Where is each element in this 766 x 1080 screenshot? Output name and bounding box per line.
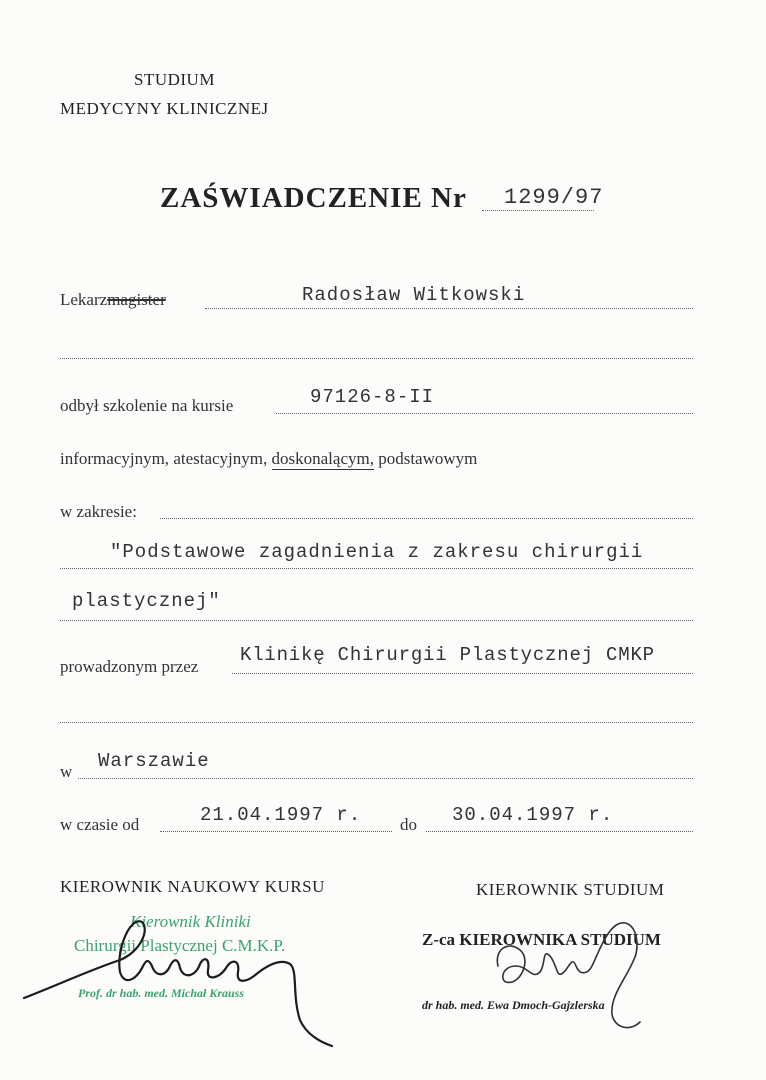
date-to-dots <box>426 831 693 832</box>
date-from: 21.04.1997 r. <box>200 804 362 826</box>
certificate-title: ZAŚWIADCZENIE Nr <box>160 182 467 214</box>
place-dots <box>78 778 693 779</box>
right-stamp-line-1: Z-ca KIEROWNIKA STUDIUM <box>422 930 661 949</box>
left-stamp-line-3: Prof. dr hab. med. Michał Krauss <box>78 986 245 1000</box>
scope-dots-3 <box>60 620 693 621</box>
scope-line-1: "Podstawowe zagadnienia z zakresu chirurgii <box>110 541 644 563</box>
place: Warszawie <box>98 750 210 772</box>
institution-line-1: STUDIUM <box>134 70 215 89</box>
certificate-number: 1299/97 <box>504 185 604 210</box>
title-number-dots <box>482 210 594 211</box>
conducted-dots <box>232 673 693 674</box>
doctor-label <box>60 290 166 310</box>
scope-dots-1 <box>160 518 693 519</box>
scope-line-2: plastycznej" <box>72 590 221 612</box>
date-to: 30.04.1997 r. <box>452 804 614 826</box>
course-number: 97126-8-II <box>310 386 435 408</box>
course-label: odbył szkolenie na kursie <box>60 396 234 415</box>
right-stamp-line-2: dr hab. med. Ewa Dmoch-Gajzlerska <box>422 998 605 1012</box>
course-type-atestacyjny: atestacyjnym, <box>173 449 268 468</box>
institution-line-2: MEDYCYNY KLINICZNEJ <box>60 99 269 118</box>
blank-line-2 <box>60 722 693 723</box>
period-label: w czasie od <box>60 815 140 834</box>
course-types <box>60 449 477 469</box>
right-signature-heading: KIEROWNIK STUDIUM <box>476 880 665 899</box>
course-type-podstawowy: podstawowym <box>378 449 478 468</box>
conducted-by: Klinikę Chirurgii Plastycznej CMKP <box>240 644 655 666</box>
blank-line-1 <box>60 358 693 359</box>
scope-label: w zakresie: <box>60 502 137 521</box>
left-stamp-line-1: Kierownik Kliniki <box>130 912 251 931</box>
left-handwritten-signature <box>20 900 350 1050</box>
place-label: w <box>60 762 73 781</box>
to-label: do <box>400 815 417 834</box>
doctor-label-magister: magister <box>107 290 166 309</box>
scope-dots-2 <box>60 568 693 569</box>
date-from-dots <box>160 831 392 832</box>
conducted-label: prowadzonym przez <box>60 657 199 676</box>
doctor-name-dots <box>205 308 693 309</box>
course-number-dots <box>276 413 693 414</box>
right-handwritten-signature <box>480 910 680 1040</box>
doctor-name: Radosław Witkowski <box>302 284 526 306</box>
course-type-doskonalacy: doskonalącym, <box>271 449 374 468</box>
left-stamp-line-2: Chirurgii Plastycznej C.M.K.P. <box>74 936 286 955</box>
left-signature-heading: KIEROWNIK NAUKOWY KURSU <box>60 877 325 896</box>
doctor-label-lekarz: Lekarz <box>60 290 108 309</box>
course-type-informacyjny: informacyjnym, <box>60 449 170 468</box>
